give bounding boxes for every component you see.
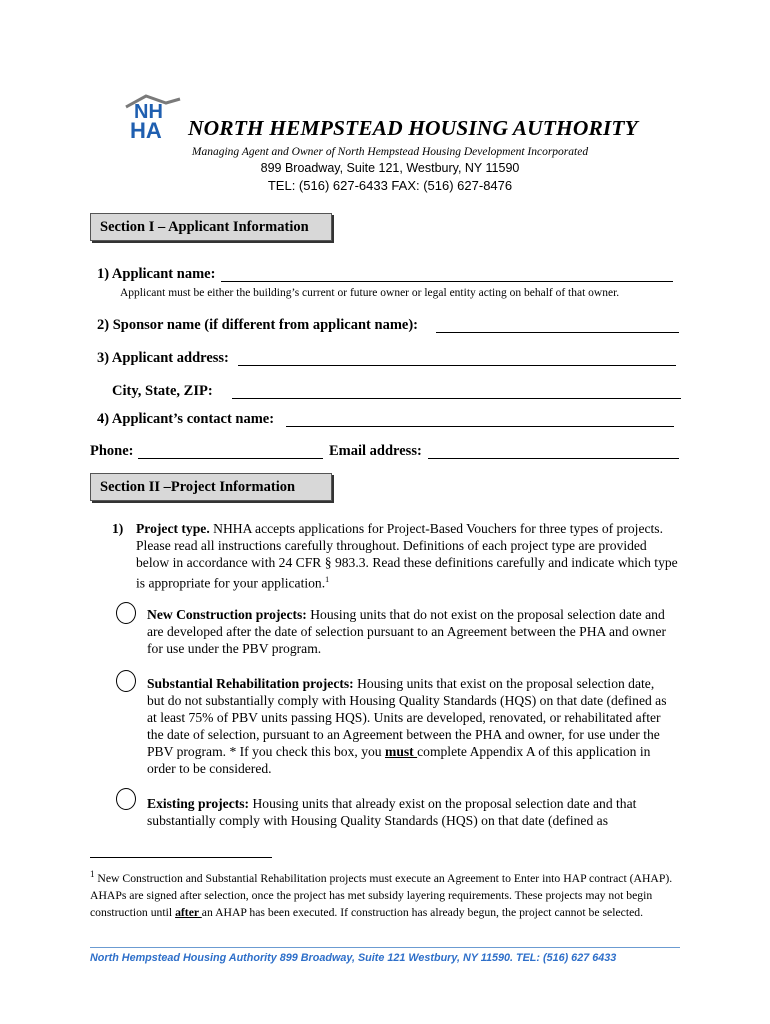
existing-projects-radio[interactable] [116, 788, 136, 810]
footnote-marker: 1 [90, 869, 95, 879]
footnote [90, 866, 680, 921]
org-address: 899 Broadway, Suite 121, Westbury, NY 11590 [260, 161, 520, 175]
contact-name-label: 4) Applicant’s contact name: [97, 411, 275, 427]
applicant-address-field[interactable] [238, 349, 676, 366]
question-1-text [136, 520, 681, 592]
option-title: Existing projects: [147, 796, 250, 811]
section-1-header: Section I – Applicant Information [90, 213, 332, 241]
city-state-zip-label: City, State, ZIP: [112, 383, 213, 399]
option-new-construction [147, 606, 682, 657]
nhha-logo [124, 93, 186, 139]
option-text-after: complete Appendix A of this application in order to be considered. [147, 744, 651, 776]
footnote-text: New Construction and Substantial Rehabilitation projects must execute an Agreement to Enter into HAP contract (AHAP). AHAPs are signed after selection, once the project has met subsidy layering requirements. These projects may not begin construction until [90, 871, 673, 919]
phone-label: Phone: [90, 443, 134, 459]
applicant-note: Applicant must be either the building’s current or future owner or legal entity acting on behalf of that owner. [120, 287, 620, 299]
option-text: Housing units that already exist on the proposal selection date and that substantially comply with Housing Quality Standards (HQS) on that date (defined as [147, 796, 637, 828]
logo-text-top: NH [134, 101, 163, 123]
email-field[interactable] [428, 442, 679, 459]
footnote-text-after: an AHAP has been executed. If construction has already begun, the project cannot be selected. [201, 905, 644, 919]
question-1-number: 1) [112, 521, 124, 536]
after-emphasis: after [175, 905, 202, 919]
applicant-name-field[interactable] [221, 265, 673, 282]
city-state-zip-field[interactable] [232, 382, 681, 399]
sponsor-name-label: 2) Sponsor name (if different from applicant name): [97, 317, 418, 333]
option-text: Housing units that do not exist on the proposal selection date and are developed after the date of selection pursuant to an Agreement between the PHA and owner for use under the PBV program. [147, 607, 667, 656]
logo-text-bottom: HA [130, 118, 162, 139]
page-footer: North Hempstead Housing Authority 899 Broadway, Suite 121 Westbury, NY 11590. TEL: (516) 627 6433 [90, 952, 617, 964]
question-1-title: Project type. [136, 521, 210, 536]
footnote-divider [90, 857, 272, 858]
contact-name-field[interactable] [286, 410, 674, 427]
new-construction-radio[interactable] [116, 602, 136, 624]
org-name: NORTH HEMPSTEAD HOUSING AUTHORITY [188, 116, 638, 140]
option-substantial-rehab [147, 675, 667, 777]
footer-divider [90, 947, 680, 948]
applicant-address-label: 3) Applicant address: [97, 350, 229, 366]
substantial-rehab-radio[interactable] [116, 670, 136, 692]
footnote-ref: 1 [325, 575, 330, 584]
email-label: Email address: [329, 443, 422, 459]
section-2-header: Section II –Project Information [90, 473, 332, 501]
applicant-name-label: 1) Applicant name: [97, 266, 216, 282]
must-emphasis: must [385, 744, 418, 759]
option-text: Housing units that exist on the proposal selection date, but do not substantially comply with Housing Quality Standards (HQS) on that date (defined as at least 75% of PBV units passing HQS). Units are developed, renovated, or rehabilitated after the date of selection, pursuant to an Agreement between the PHA and owner, for use under the PBV program. * If you check this box, you [147, 676, 667, 759]
option-title: Substantial Rehabilitation projects: [147, 676, 354, 691]
org-phone-fax: TEL: (516) 627-6433 FAX: (516) 627-8476 [267, 178, 513, 193]
tagline: Managing Agent and Owner of North Hempstead Housing Development Incorporated [191, 146, 589, 158]
phone-field[interactable] [138, 442, 323, 459]
house-roof-icon [124, 93, 186, 139]
question-1-body: NHHA accepts applications for Project-Based Vouchers for three types of projects. Please read all instructions carefully throughout. Definitions of each project type are provided below in accordance with 24 CFR § 983.3. Read these definitions carefully and indicate which type is appropriate for your application. [136, 521, 678, 591]
sponsor-name-field[interactable] [436, 316, 679, 333]
option-title: New Construction projects: [147, 607, 307, 622]
option-existing-projects [147, 795, 682, 829]
